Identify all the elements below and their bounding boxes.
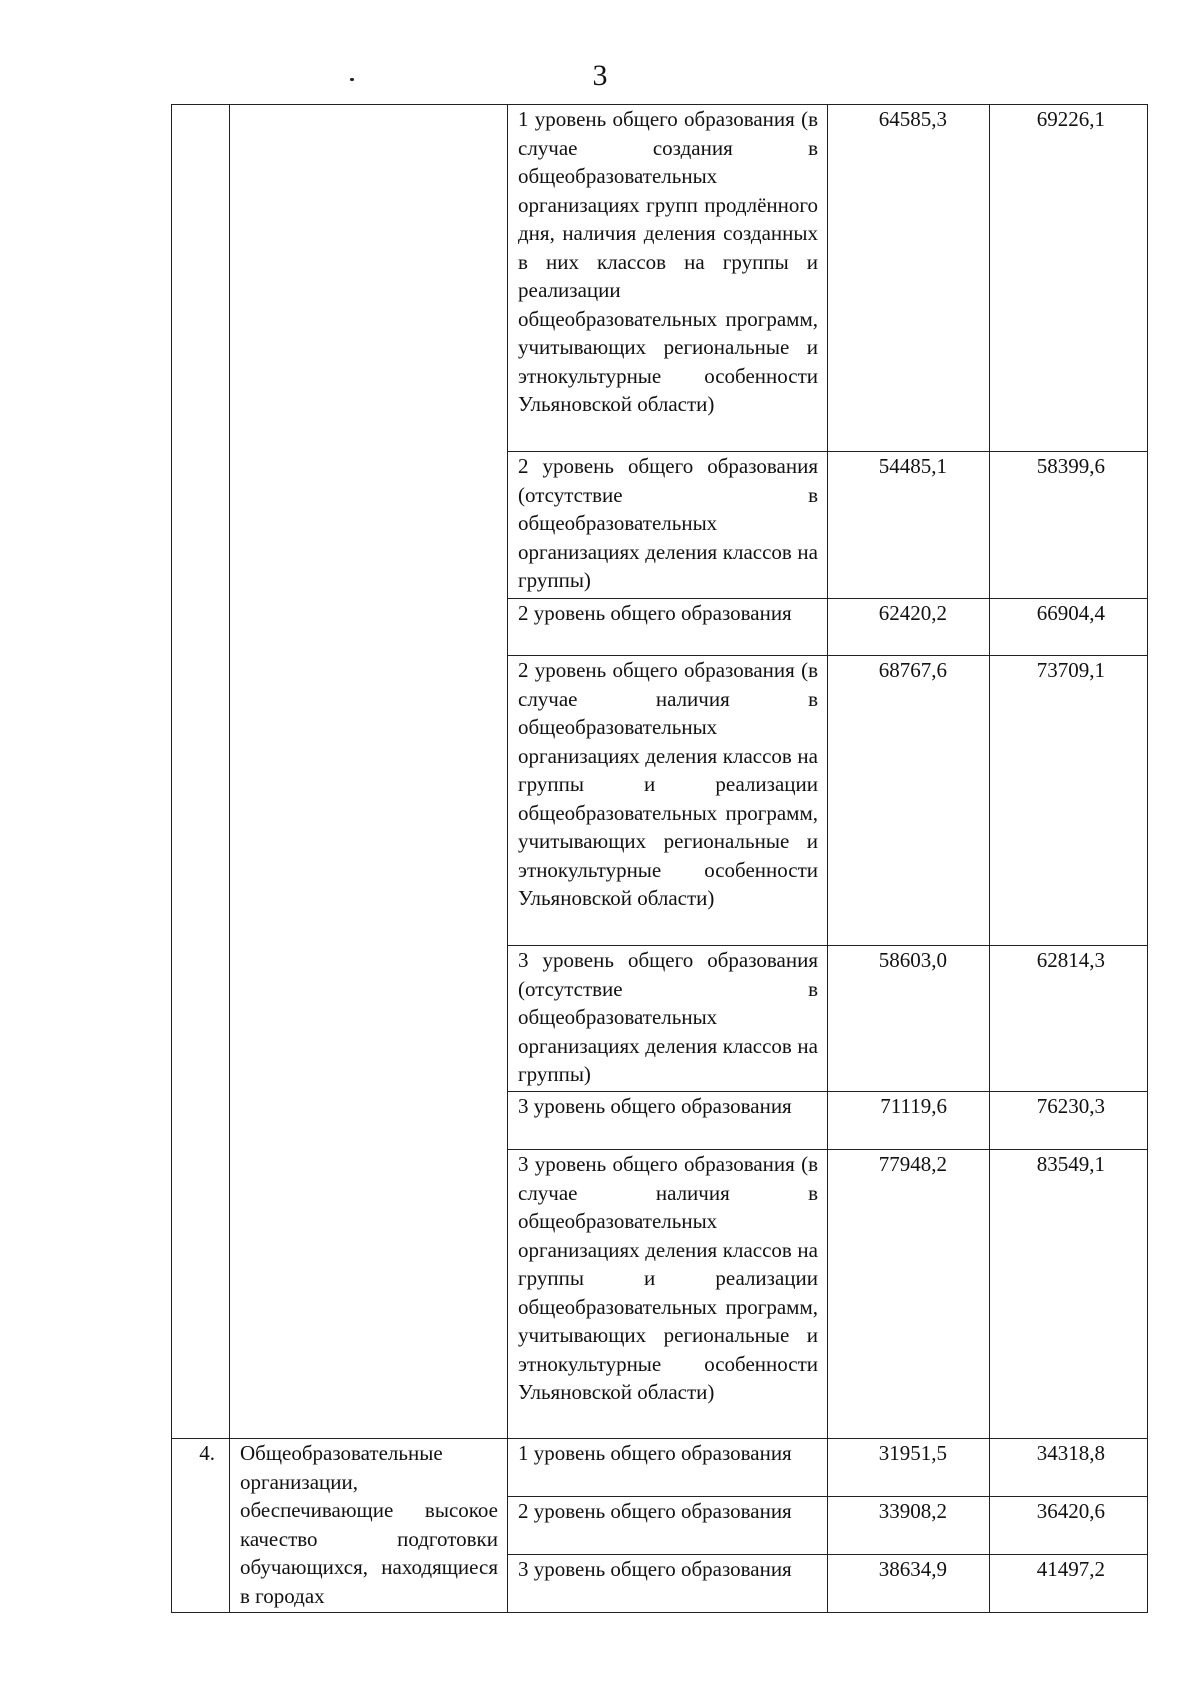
organization-type-cell: Общеобразовательные организации, обеспечивающие высокое качество подготовки обучающихся, находящиеся в городах	[230, 1439, 508, 1613]
education-level-cell: 3 уровень общего образования (отсутствие в общеобразовательных организациях деления классов на группы)	[508, 946, 828, 1092]
education-level-cell: 1 уровень общего образования	[508, 1439, 828, 1497]
norm-value-1: 31951,5	[828, 1439, 990, 1497]
education-level-cell: 2 уровень общего образования (в случае наличия в общеобразовательных организациях деления классов на группы и реализации общеобразовательных программ, учитывающих региональные и этнокультурные особенности Ульяновской области)	[508, 656, 828, 946]
table-row	[172, 105, 1148, 452]
norm-value-2: 73709,1	[990, 656, 1148, 946]
norm-value-1: 62420,2	[828, 599, 990, 656]
norm-value-1: 38634,9	[828, 1555, 990, 1613]
norm-value-2: 58399,6	[990, 452, 1148, 599]
norm-value-1: 64585,3	[828, 105, 990, 452]
norm-value-1: 33908,2	[828, 1497, 990, 1555]
education-level-cell: 3 уровень общего образования	[508, 1555, 828, 1613]
page-number: 3	[592, 59, 608, 92]
norm-value-1: 68767,6	[828, 656, 990, 946]
norm-value-1: 58603,0	[828, 946, 990, 1092]
table-row	[172, 1439, 1148, 1497]
norm-value-1: 71119,6	[828, 1092, 990, 1150]
education-level-cell: 1 уровень общего образования (в случае создания в общеобразовательных организациях групп продлённого дня, наличия деления созданных в них классов на группы и реализации общеобразовательных программ, учитывающих региональные и этнокультурные особенности Ульяновской области)	[508, 105, 828, 452]
norm-value-2: 83549,1	[990, 1150, 1148, 1439]
education-level-cell: 3 уровень общего образования (в случае наличия в общеобразовательных организациях деления классов на группы и реализации общеобразовательных программ, учитывающих региональные и этнокультурные особенности Ульяновской области)	[508, 1150, 828, 1439]
norm-value-1: 54485,1	[828, 452, 990, 599]
section-number-cell	[172, 105, 230, 1439]
education-level-cell: 2 уровень общего образования (отсутствие в общеобразовательных организациях деления классов на группы)	[508, 452, 828, 599]
norms-table	[171, 104, 1148, 1613]
norm-value-2: 34318,8	[990, 1439, 1148, 1497]
education-level-cell: 2 уровень общего образования	[508, 599, 828, 656]
organization-type-cell	[230, 105, 508, 1439]
norm-value-2: 69226,1	[990, 105, 1148, 452]
scan-speck	[350, 78, 354, 81]
section-number-cell: 4.	[172, 1439, 230, 1613]
norm-value-2: 66904,4	[990, 599, 1148, 656]
education-level-cell: 2 уровень общего образования	[508, 1497, 828, 1555]
norm-value-2: 76230,3	[990, 1092, 1148, 1150]
norm-value-2: 36420,6	[990, 1497, 1148, 1555]
norm-value-2: 62814,3	[990, 946, 1148, 1092]
norm-value-2: 41497,2	[990, 1555, 1148, 1613]
education-level-cell: 3 уровень общего образования	[508, 1092, 828, 1150]
norm-value-1: 77948,2	[828, 1150, 990, 1439]
